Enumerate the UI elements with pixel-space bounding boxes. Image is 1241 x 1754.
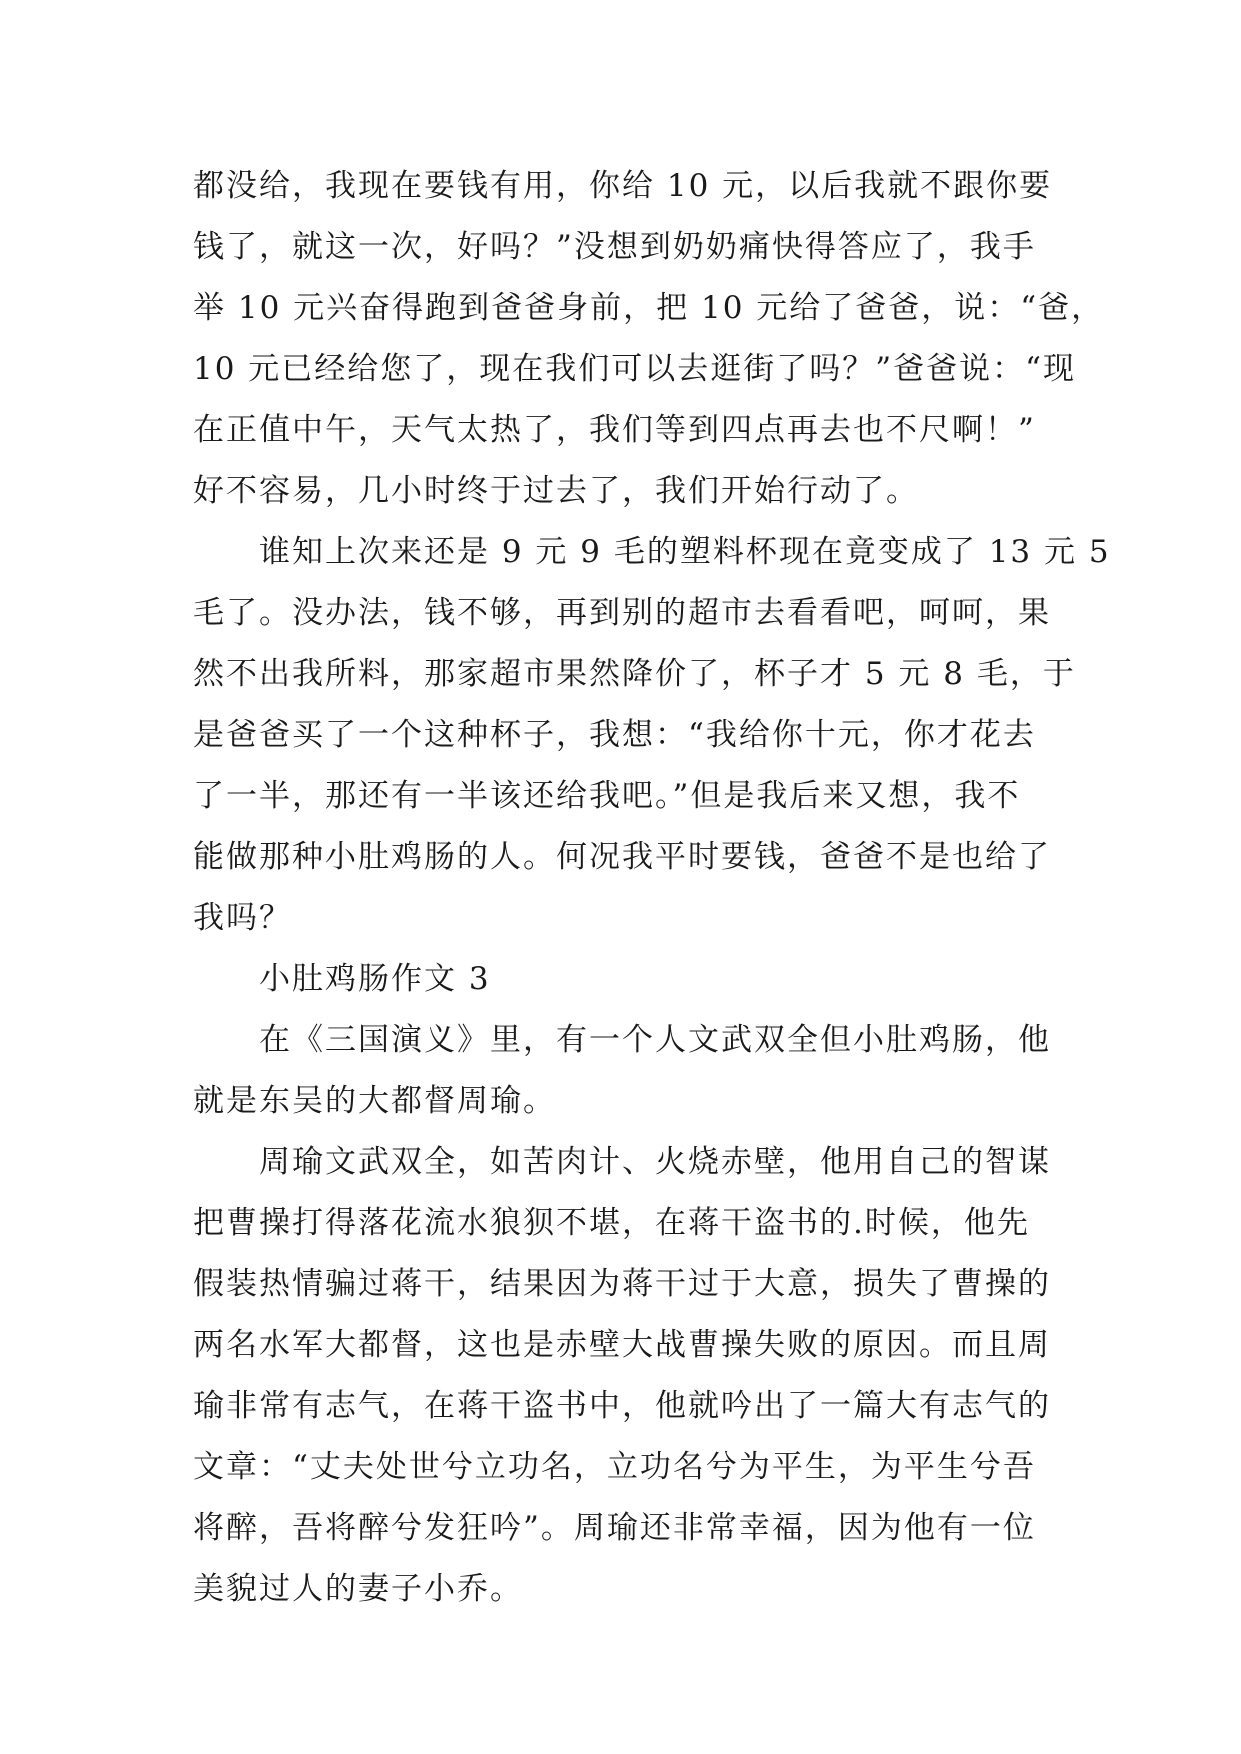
text-line: 周瑜文武双全，如苦肉计、火烧赤壁，他用自己的智谋 xyxy=(259,1144,1051,1180)
text-line: 然不出我所料，那家超市果然降价了，杯子才 5 元 8 毛，于 xyxy=(193,656,1076,692)
text-line: 文章：“丈夫处世兮立功名，立功名兮为平生，为平生兮吾 xyxy=(193,1449,1036,1485)
text-line: 举 10 元兴奋得跑到爸爸身前，把 10 元给了爸爸，说：“爸， xyxy=(193,290,1105,326)
text-line: 把曹操打得落花流水狼狈不堪，在蒋干盗书的.时候，他先 xyxy=(193,1205,1030,1241)
paragraph-2 xyxy=(193,522,1111,949)
text-line: 在正值中午，天气太热了，我们等到四点再去也不尺啊！” xyxy=(193,412,1036,448)
text-line: 假装热情骗过蒋干，结果因为蒋干过于大意，损失了曹操的 xyxy=(193,1266,1051,1302)
text-line: 能做那种小肚鸡肠的人。何况我平时要钱，爸爸不是也给了 xyxy=(193,839,1051,875)
text-line: 谁知上次来还是 9 元 9 毛的塑料杯现在竟变成了 13 元 5 xyxy=(259,534,1111,570)
essay-title: 小肚鸡肠作文 3 xyxy=(259,961,491,997)
text-line: 两名水军大都督，这也是赤壁大战曹操失败的原因。而且周 xyxy=(193,1327,1051,1363)
text-line: 钱了，就这一次，好吗？”没想到奶奶痛快得答应了，我手 xyxy=(193,229,1036,265)
text-line: 将醉，吾将醉兮发狂吟”。周瑜还非常幸福，因为他有一位 xyxy=(193,1510,1036,1546)
text-line: 瑜非常有志气，在蒋干盗书中，他就吟出了一篇大有志气的 xyxy=(193,1388,1051,1424)
section-heading xyxy=(193,949,1053,1010)
document-body xyxy=(193,156,1111,1620)
paragraph-3 xyxy=(193,1010,1053,1132)
text-line: 了一半，那还有一半该还给我吧。”但是我后来又想，我不 xyxy=(193,778,1021,814)
text-line: 是爸爸买了一个这种杯子，我想：“我给你十元，你才花去 xyxy=(193,717,1036,753)
text-line: 在《三国演义》里，有一个人文武双全但小肚鸡肠，他 xyxy=(259,1022,1051,1058)
paragraph-4 xyxy=(193,1132,1053,1620)
text-line: 毛了。没办法，钱不够，再到别的超市去看看吧，呵呵，果 xyxy=(193,595,1051,631)
paragraph-1 xyxy=(193,156,1105,522)
text-line: 美貌过人的妻子小乔。 xyxy=(193,1571,523,1607)
text-line: 就是东吴的大都督周瑜。 xyxy=(193,1083,556,1119)
text-line: 好不容易，几小时终于过去了，我们开始行动了。 xyxy=(193,473,919,509)
text-line: 我吗？ xyxy=(193,900,292,936)
text-line: 10 元已经给您了，现在我们可以去逛街了吗？”爸爸说：“现 xyxy=(193,351,1076,387)
text-line: 都没给，我现在要钱有用，你给 10 元，以后我就不跟你要 xyxy=(193,168,1053,204)
